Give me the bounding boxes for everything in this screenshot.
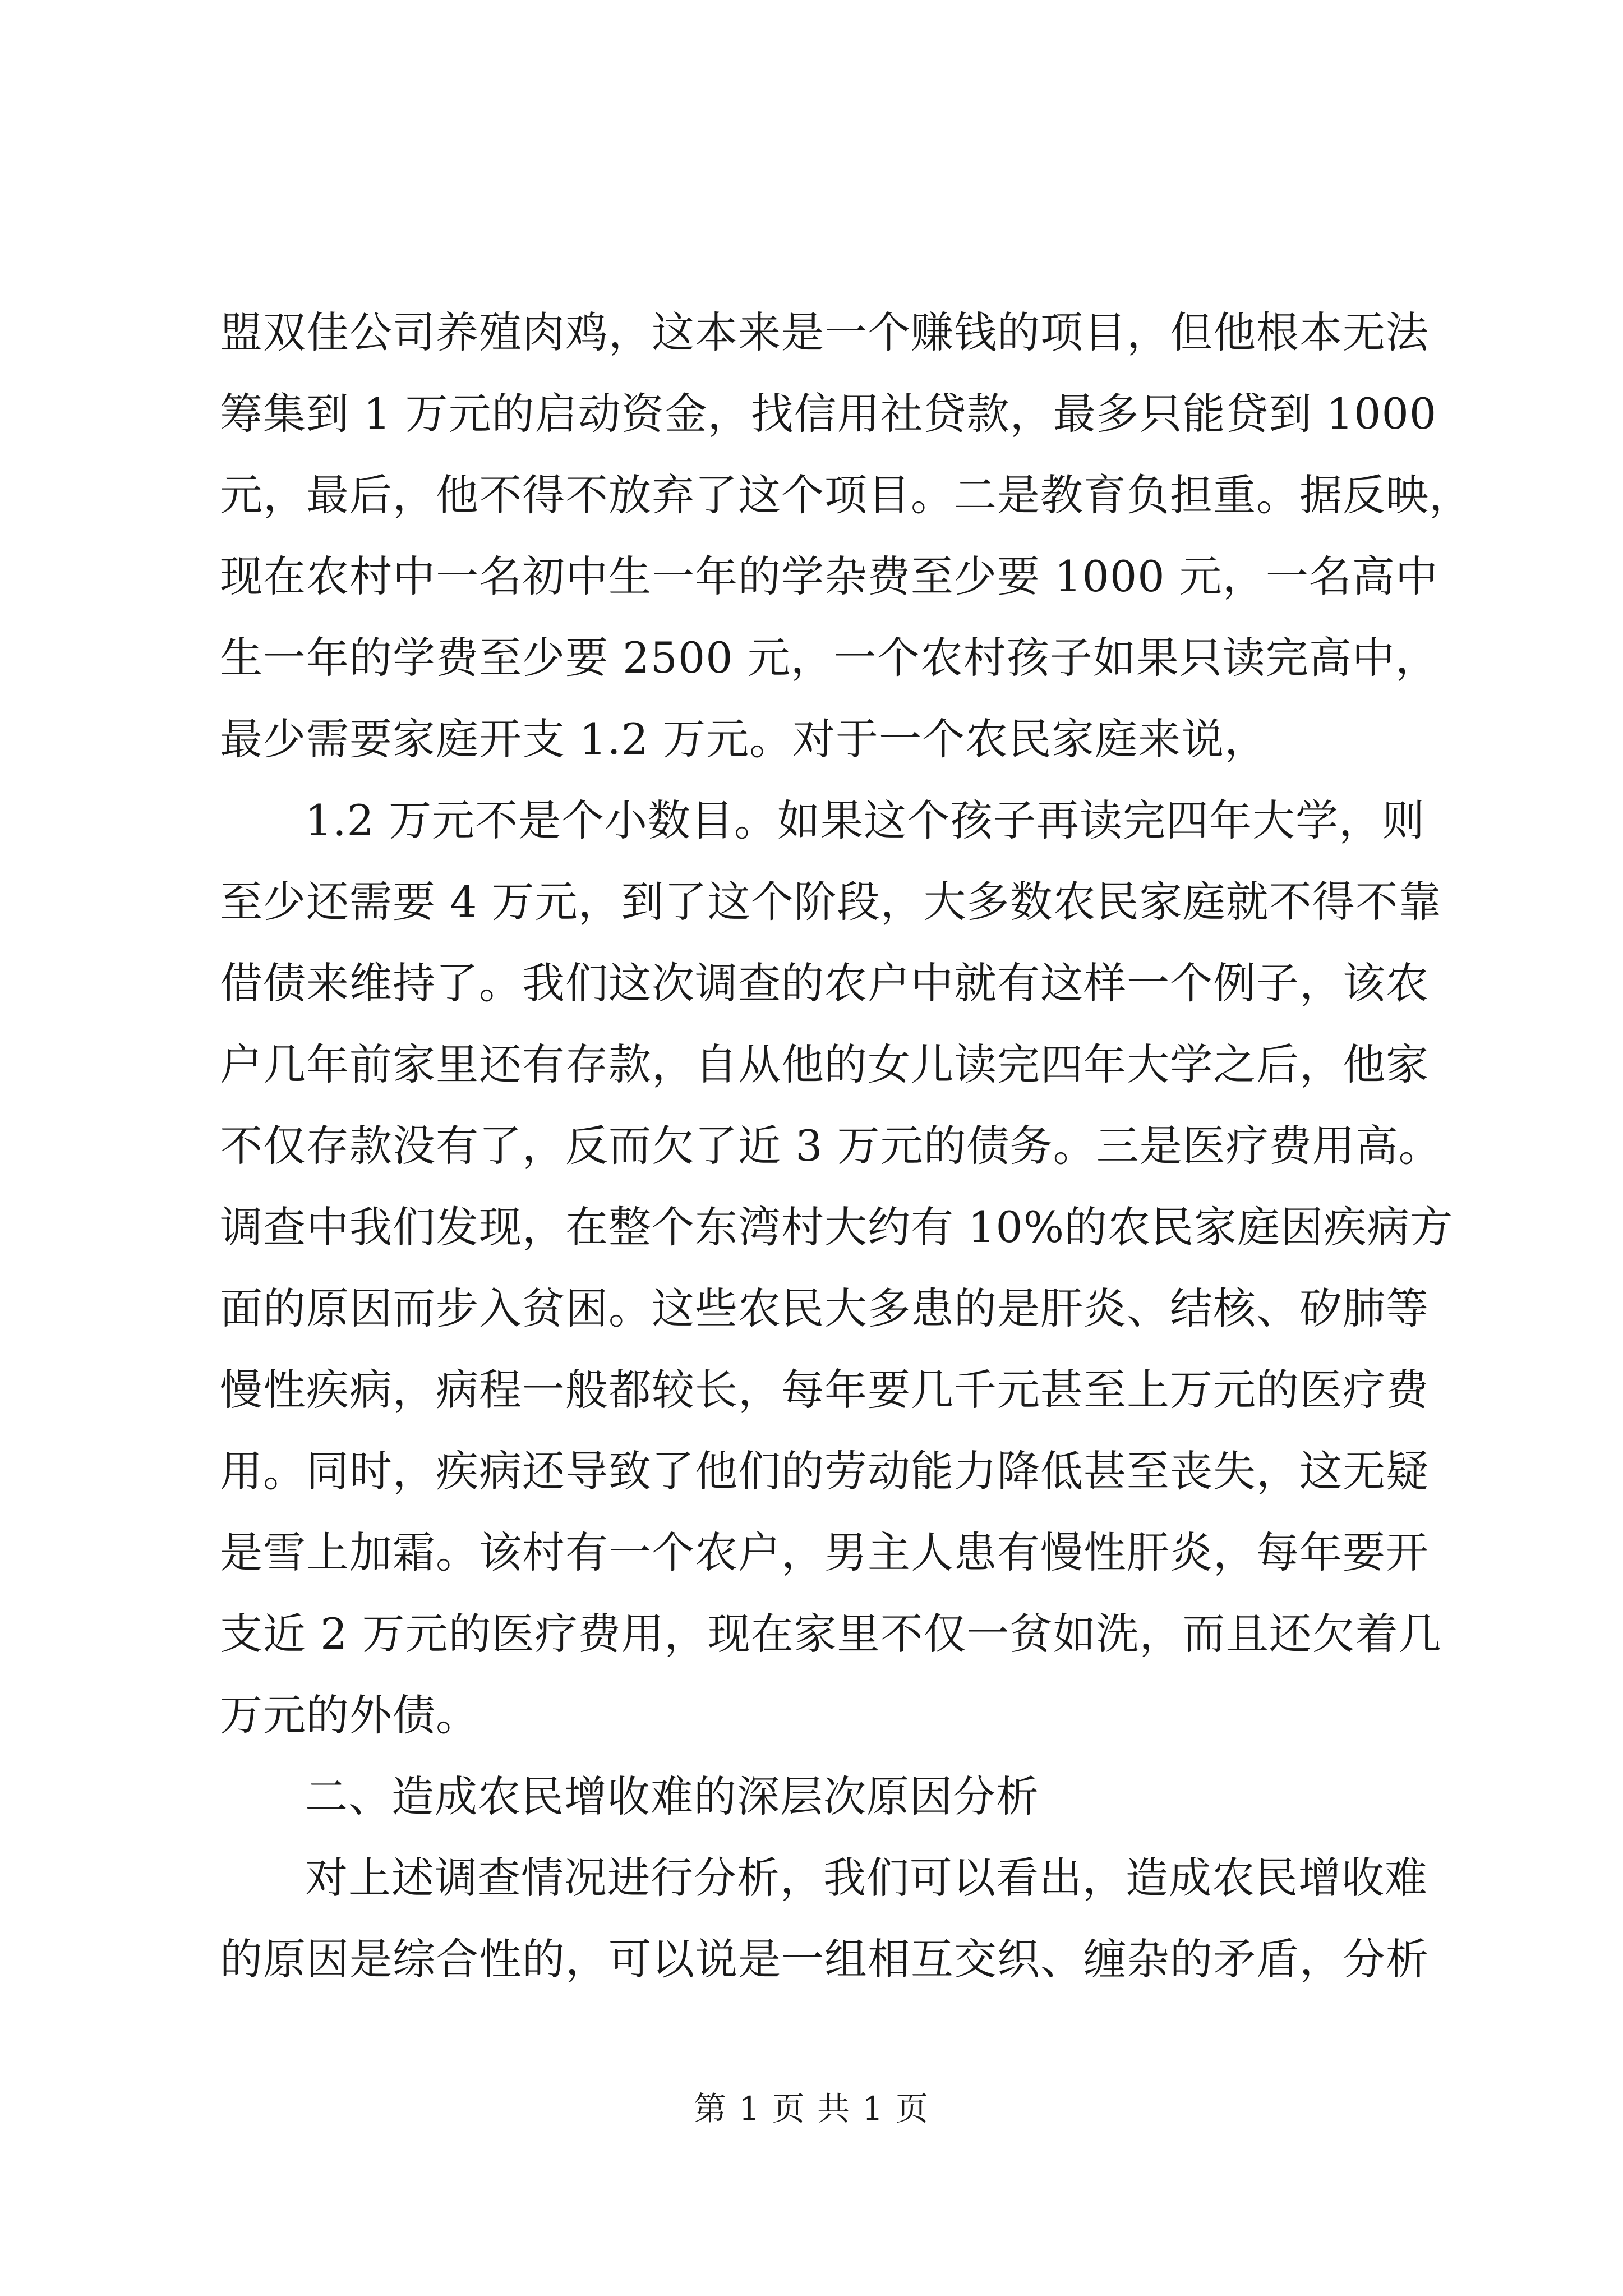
text-line: 的原因是综合性的，可以说是一组相互交织、缠杂的矛盾，分析 (220, 1934, 1429, 1984)
text-line: 不仅存款没有了，反而欠了近 3 万元的债务。三是医疗费用高。 (220, 1121, 1442, 1171)
text-line: 至少还需要 4 万元，到了这个阶段，大多数农民家庭就不得不靠 (220, 877, 1442, 927)
text-line: 生一年的学费至少要 2500 元，一个农村孩子如果只读完高中， (220, 633, 1438, 683)
text-line: 面的原因而步入贫困。这些农民大多患的是肝炎、结核、矽肺等 (220, 1283, 1429, 1333)
text-line: 元，最后，他不得不放弃了这个项目。二是教育负担重。据反映， (220, 470, 1472, 520)
text-line: 是雪上加霜。该村有一个农户，男主人患有慢性肝炎，每年要开 (220, 1527, 1429, 1577)
text-line: 现在农村中一名初中生一年的学杂费至少要 1000 元，一名高中 (220, 551, 1438, 601)
text-line: 支近 2 万元的医疗费用，现在家里不仅一贫如洗，而且还欠着几 (220, 1609, 1442, 1659)
text-line: 慢性疾病，病程一般都较长，每年要几千元甚至上万元的医疗费 (220, 1365, 1429, 1415)
text-line: 最少需要家庭开支 1.2 万元。对于一个农民家庭来说， (220, 714, 1268, 764)
body-text (220, 292, 1472, 2000)
section-heading: 二、造成农民增收难的深层次原因分析 (305, 1772, 1039, 1821)
text-line: 筹集到 1 万元的启动资金，找信用社贷款，最多只能贷到 1000 (220, 389, 1437, 439)
text-line: 1.2 万元不是个小数目。如果这个孩子再读完四年大学，则 (305, 795, 1426, 845)
page-footer: 第 1 页 共 1 页 (694, 2090, 929, 2128)
text-line: 调查中我们发现，在整个东湾村大约有 10%的农民家庭因疾病方 (220, 1202, 1454, 1252)
text-line: 对上述调查情况进行分析，我们可以看出，造成农民增收难 (305, 1853, 1428, 1903)
text-line: 万元的外债。 (220, 1690, 479, 1740)
text-line: 盟双佳公司养殖肉鸡，这本来是一个赚钱的项目，但他根本无法 (220, 307, 1429, 357)
text-line: 用。同时，疾病还导致了他们的劳动能力降低甚至丧失，这无疑 (220, 1446, 1429, 1496)
text-line: 借债来维持了。我们这次调查的农户中就有这样一个例子，该农 (220, 958, 1429, 1008)
text-line: 户几年前家里还有存款，自从他的女儿读完四年大学之后，他家 (220, 1039, 1429, 1089)
